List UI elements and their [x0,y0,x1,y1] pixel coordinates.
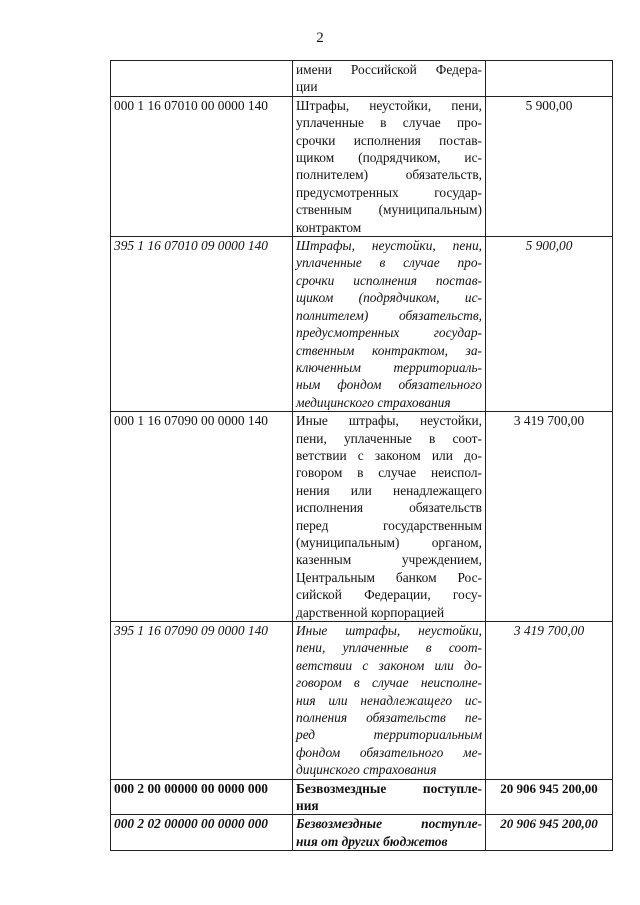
table-row [111,622,613,780]
revenue-name [293,779,486,815]
revenue-name-line: полнителем) обязательств, [296,167,482,183]
revenue-name-line: пени, уплаченные в соот- [296,430,482,446]
revenue-name-line: Центральным банком Рос- [296,569,482,585]
revenue-name [293,815,486,851]
revenue-name-line: казенным учреждением, [296,552,482,568]
revenue-name-line: Штрафы, неустойки, пени, [296,97,482,113]
revenue-name-line: предусмотренных государ- [296,325,482,341]
revenue-name-line: Штрафы, неустойки, пени, [296,238,482,254]
revenue-name-line: Безвозмездные поступле- [296,780,482,796]
revenue-name-line: Иные штрафы, неустойки, [296,413,482,429]
revenue-name-line: фондом обязательного ме- [296,744,482,760]
revenue-name [293,96,486,236]
revenue-name-line: полнения обязательств пе- [296,710,482,726]
revenue-name-line: исполнения обязательств [296,500,482,516]
table-row [111,815,613,851]
budget-classification-code: 000 2 00 00000 00 0000 000 [111,779,293,815]
revenue-name [293,61,486,97]
revenue-name [293,622,486,780]
revenue-name-line: ния от других бюджетов [296,833,448,849]
revenue-name-line: дицинского страхования [296,762,437,778]
budget-revenue-table [110,60,613,851]
budget-classification-code [111,61,293,97]
table-row [111,96,613,236]
revenue-name [293,237,486,412]
revenue-name-line: полнителем) обязательств, [296,307,482,323]
revenue-name-line: пени, уплаченные в соот- [296,640,482,656]
table-body [111,61,613,851]
revenue-name-line: Иные штрафы, неустойки, [296,623,482,638]
page-number: 2 [316,30,324,46]
budget-classification-code: 395 1 16 07010 09 0000 140 [111,237,293,412]
revenue-name-line: Безвозмездные поступле- [296,816,482,832]
revenue-name-line: уплаченные в случае про- [296,255,482,271]
revenue-name-line: говором в случае неисполне- [296,675,482,691]
revenue-name-line: ственным (муниципальным) [296,202,482,218]
revenue-name-line: имени Российской Федера- [296,62,482,77]
revenue-name-line: ственным контрактом, за- [296,342,482,358]
table-row [111,237,613,412]
table-row [111,412,613,622]
table-row [111,61,613,97]
revenue-name-line: ния или ненадлежащего ис- [296,692,482,708]
revenue-name-line: ным фондом обязательного [296,377,482,393]
revenue-name-line: говором в случае неиспол- [296,465,482,481]
amount: 20 906 945 200,00 [486,779,613,815]
revenue-name-line: щиком (подрядчиком, ис- [296,150,482,166]
budget-classification-code: 000 2 02 00000 00 0000 000 [111,815,293,851]
revenue-name-line: ветствии с законом или до- [296,657,482,673]
budget-classification-code: 000 1 16 07010 00 0000 140 [111,96,293,236]
revenue-name-line: перед государственным [296,517,482,533]
budget-classification-code: 000 1 16 07090 00 0000 140 [111,412,293,622]
amount [486,61,613,97]
revenue-name-line: срочки исполнения постав- [296,272,482,288]
revenue-name-line: предусмотренных государ- [296,184,482,200]
revenue-name-line: дарственной корпорацией [296,604,445,620]
table-row [111,779,613,815]
amount: 5 900,00 [486,96,613,236]
revenue-name-line: медицинского страхования [296,394,451,410]
revenue-name-line: ния [296,798,319,814]
budget-classification-code: 395 1 16 07090 09 0000 140 [111,622,293,780]
revenue-name-line: срочки исполнения постав- [296,132,482,148]
revenue-name-line: сийской Федерации, госу- [296,587,482,603]
revenue-name-line: ключенным территориаль- [296,359,482,375]
revenue-name-line: нения или ненадлежащего [296,482,482,498]
amount: 3 419 700,00 [486,622,613,780]
revenue-name-line: уплаченные в случае про- [296,115,482,131]
amount: 20 906 945 200,00 [486,815,613,851]
revenue-name-line: ции [296,79,318,95]
revenue-name-line: ред территориальным [296,727,482,743]
amount: 3 419 700,00 [486,412,613,622]
amount: 5 900,00 [486,237,613,412]
revenue-name-line: щиком (подрядчиком, ис- [296,290,482,306]
revenue-name [293,412,486,622]
revenue-name-line: ветствии с законом или до- [296,447,482,463]
revenue-name-line: (муниципальным) органом, [296,534,482,550]
revenue-name-line: контрактом [296,219,362,235]
